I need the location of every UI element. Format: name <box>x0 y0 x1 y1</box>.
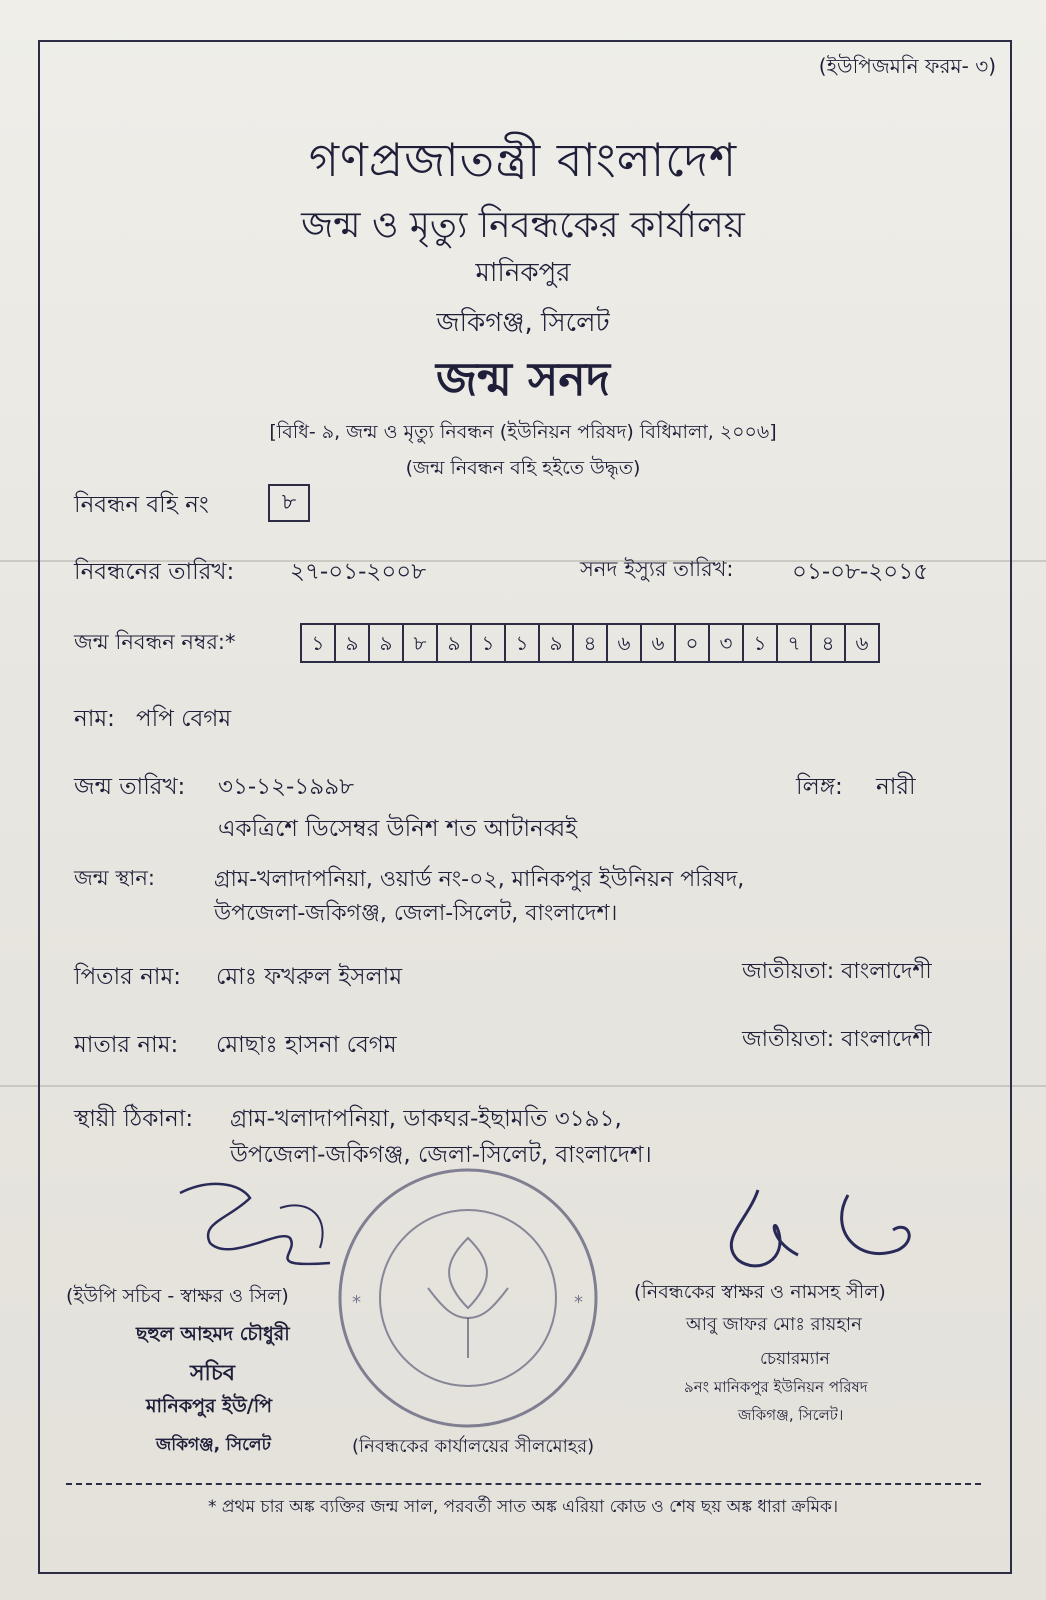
father-name: মোঃ ফখরুল ইসলাম <box>216 964 403 990</box>
reg-digit: ৬ <box>844 625 878 661</box>
reg-digit: ৮ <box>402 625 436 661</box>
mother-name: মোছাঃ হাসনা বেগম <box>216 1032 397 1058</box>
secretary-stamp-title: সচিব <box>190 1361 235 1386</box>
svg-text:*: * <box>574 1292 583 1313</box>
footnote: * প্রথম চার অঙ্ক ব্যক্তির জন্ম সাল, পরবর্তী সাত অঙ্ক এরিয়া কোড ও শেষ ছয় অঙ্ক ধারা ক্রমিক। <box>207 1497 839 1517</box>
reg-digit: ১ <box>470 625 504 661</box>
birth-reg-no-boxes <box>300 623 880 663</box>
certificate-title: জন্ম সনদ <box>436 352 610 406</box>
upazila-district: জকিগঞ্জ, সিলেট <box>436 308 610 338</box>
name-value: পপি বেগম <box>136 706 232 732</box>
father-label: পিতার নাম: <box>74 964 181 990</box>
issue-date-value: ০১-০৮-২০১৫ <box>792 559 929 585</box>
seal-caption: (নিবন্ধকের কার্যালয়ের সীলমোহর) <box>352 1436 595 1457</box>
address-label: স্থায়ী ঠিকানা: <box>74 1106 194 1132</box>
registrar-caption: (নিবন্ধকের স্বাক্ষর ও নামসহ সীল) <box>634 1281 886 1303</box>
issue-date-label: সনদ ইস্যুর তারিখ: <box>580 557 734 581</box>
extract-note: (জন্ম নিবন্ধন বহি হইতে উদ্ধৃত) <box>405 457 641 479</box>
secretary-stamp-union: মানিকপুর ইউ/পি <box>146 1395 273 1417</box>
union-name: মানিকপুর <box>475 258 571 288</box>
svg-text:*: * <box>352 1292 361 1313</box>
birth-place-label: জন্ম স্থান: <box>74 866 155 890</box>
mother-label: মাতার নাম: <box>74 1032 179 1058</box>
secretary-stamp-place: জকিগঞ্জ, সিলেট <box>156 1435 271 1455</box>
birth-place-line1: গ্রাম-খলাদাপনিয়া, ওয়ার্ড নং-০২, মানিকপুর ইউনিয়ন পরিষদ, <box>214 867 745 892</box>
gender-value: নারী <box>876 774 916 800</box>
reg-digit: ৬ <box>640 625 674 661</box>
registrar-stamp-union: ৯নং মানিকপুর ইউনিয়ন পরিষদ <box>684 1378 868 1396</box>
address-line1: গ্রাম-খলাদাপনিয়া, ডাকঘর-ইছামতি ৩১৯১, <box>230 1106 622 1132</box>
name-label: নাম: <box>74 706 115 732</box>
registrar-signature <box>708 1180 938 1290</box>
registration-date-label: নিবন্ধনের তারিখ: <box>74 559 235 585</box>
registration-date-value: ২৭-০১-২০০৮ <box>290 559 427 585</box>
reg-digit: ৯ <box>436 625 470 661</box>
reg-digit: ৪ <box>810 625 844 661</box>
footnote-divider <box>66 1483 981 1485</box>
reg-digit: ৯ <box>538 625 572 661</box>
register-book-label: নিবন্ধন বহি নং <box>74 492 209 518</box>
country-title: গণপ্রজাতন্ত্রী বাংলাদেশ <box>308 133 738 187</box>
reg-digit: ৯ <box>334 625 368 661</box>
dob-label: জন্ম তারিখ: <box>74 774 186 800</box>
gender-label: লিঙ্গ: <box>796 774 843 800</box>
reg-digit: ৪ <box>572 625 606 661</box>
reg-digit: ৬ <box>606 625 640 661</box>
reg-digit: ৭ <box>776 625 810 661</box>
reg-digit: ৩ <box>708 625 742 661</box>
reg-digit: ১ <box>504 625 538 661</box>
secretary-stamp-name: ছহুল আহমদ চৌধুরী <box>136 1323 290 1345</box>
mother-nationality: জাতীয়তা: বাংলাদেশী <box>742 1027 932 1052</box>
reg-digit: ১ <box>311 631 325 655</box>
address-line2: উপজেলা-জকিগঞ্জ, জেলা-সিলেট, বাংলাদেশ। <box>230 1142 652 1168</box>
registrar-stamp-place: জকিগঞ্জ, সিলেট। <box>738 1406 844 1424</box>
register-book-number: ৮ <box>268 484 310 522</box>
office-seal <box>328 1158 608 1438</box>
birth-reg-no-label: জন্ম নিবন্ধন নম্বর:* <box>74 630 236 654</box>
registrar-stamp-title: চেয়ারম্যান <box>760 1349 830 1369</box>
secretary-caption: (ইউপি সচিব - স্বাক্ষর ও সিল) <box>66 1285 289 1307</box>
reg-digit: ১ <box>742 625 776 661</box>
rule-reference: [বিধি- ৯, জন্ম ও মৃত্যু নিবন্ধন (ইউনিয়ন পরিষদ) বিধিমালা, ২০০৬] <box>269 421 777 443</box>
dob-value: ৩১-১২-১৯৯৮ <box>218 774 355 800</box>
office-title: জন্ম ও মৃত্যু নিবন্ধকের কার্যালয় <box>301 205 745 246</box>
reg-digit: ৯ <box>368 625 402 661</box>
form-number: (ইউপিজমনি ফরম- ৩) <box>818 54 996 78</box>
registrar-stamp-name: আবু জাফর মোঃ রায়হান <box>686 1314 862 1335</box>
birth-place-line2: উপজেলা-জকিগঞ্জ, জেলা-সিলেট, বাংলাদেশ। <box>214 901 618 926</box>
father-nationality: জাতীয়তা: বাংলাদেশী <box>742 959 932 984</box>
dob-in-words: একত্রিশে ডিসেম্বর উনিশ শত আটানব্বই <box>218 816 578 842</box>
reg-digit: ০ <box>674 625 708 661</box>
